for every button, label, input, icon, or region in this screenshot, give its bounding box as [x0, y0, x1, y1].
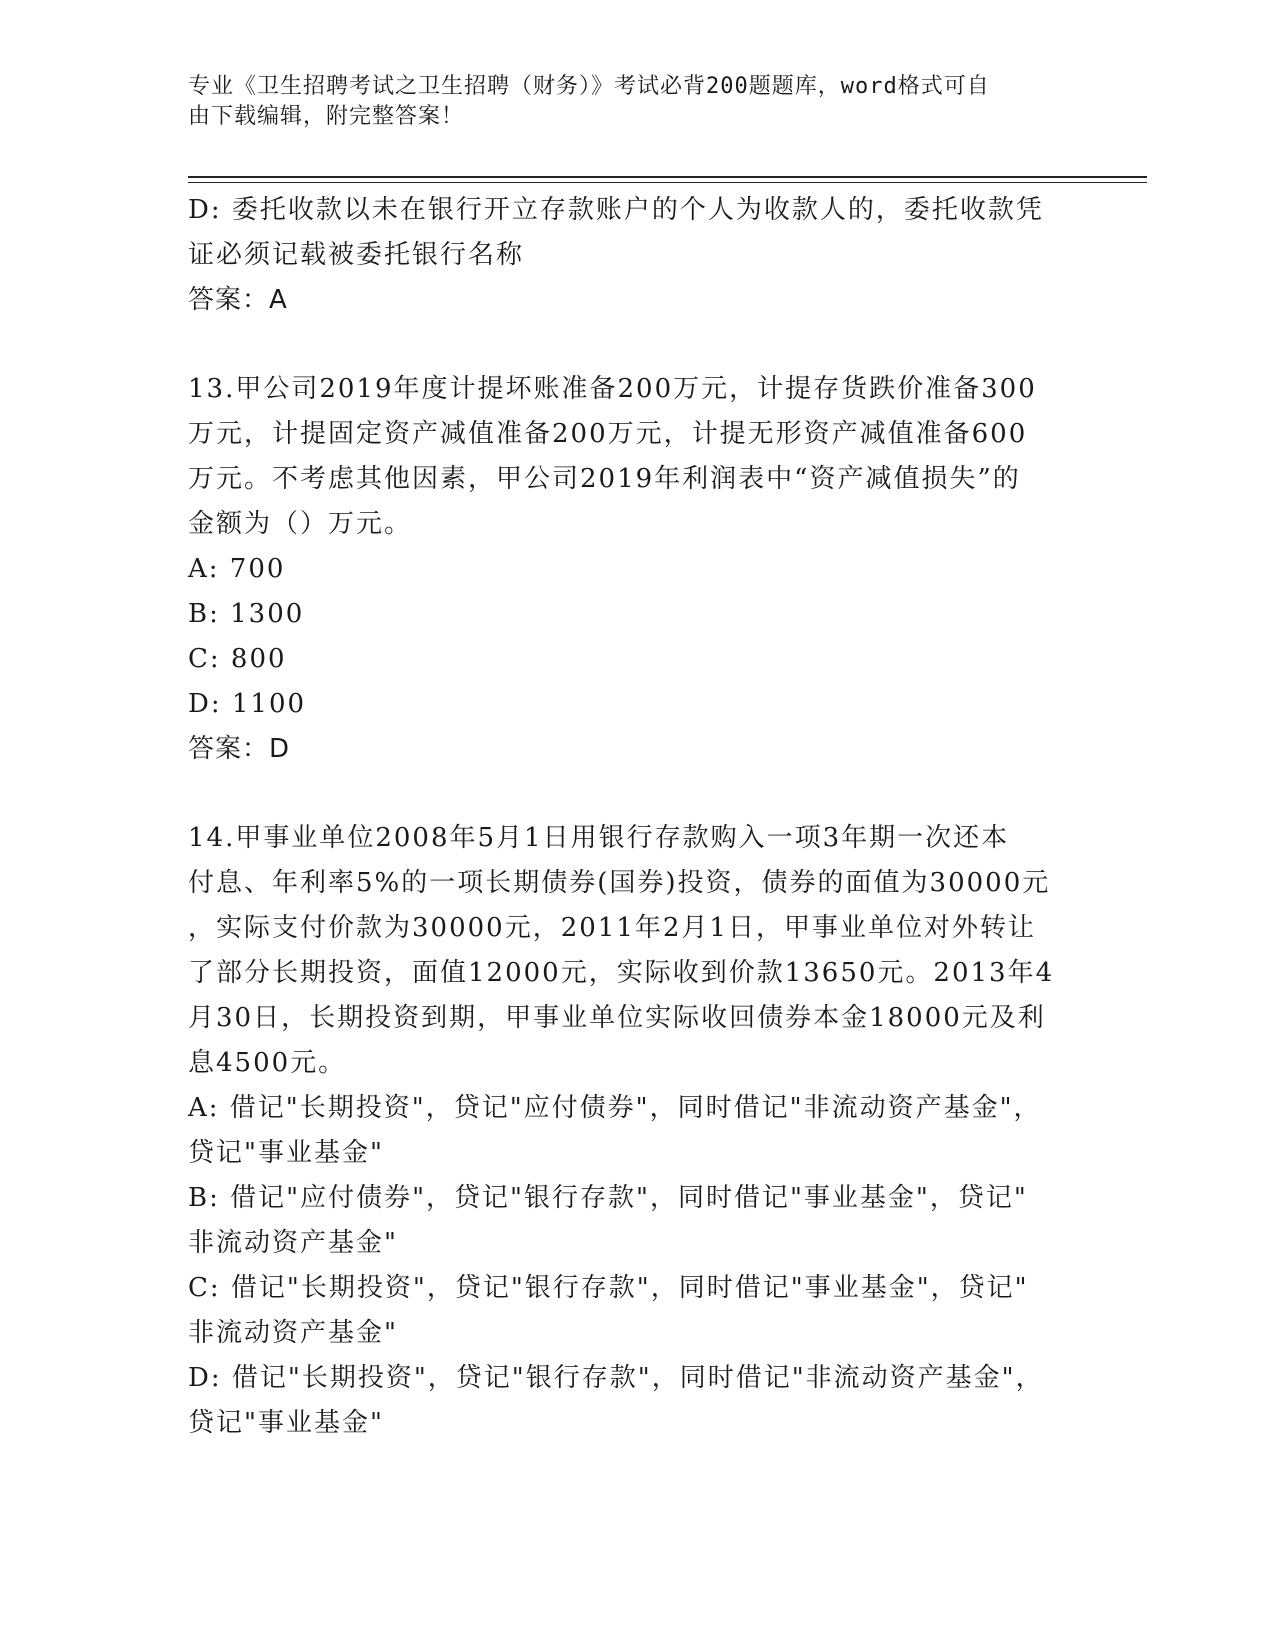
option-b-line-1: B: 借记"应付债券"，贷记"银行存款"，同时借记"事业基金"，贷记": [188, 1183, 1028, 1213]
question-text-line-3: ，实际支付价款为30000元，2011年2月1日，甲事业单位对外转让: [188, 913, 1036, 943]
option-d: D: 1100: [188, 689, 307, 719]
question-text-line-5: 月30日，长期投资到期，甲事业单位实际收回债券本金18000元及利: [188, 1003, 1046, 1033]
option-c-line-1: C: 借记"长期投资"，贷记"银行存款"，同时借记"事业基金"，贷记": [188, 1273, 1029, 1303]
document-header: [188, 72, 1068, 132]
option-b-line-2: 非流动资产基金": [188, 1228, 398, 1258]
option-d-line-2: 贷记"事业基金": [188, 1408, 384, 1438]
option-c: C: 800: [188, 644, 287, 674]
answer-label: 答案：D: [188, 734, 291, 764]
question-14: [188, 816, 1078, 1446]
option-a-line-2: 贷记"事业基金": [188, 1138, 384, 1168]
option-d-line-2: 证必须记载被委托银行名称: [188, 240, 525, 270]
option-d-line-1: D: 委托收款以未在银行开立存款账户的个人为收款人的，委托收款凭: [188, 195, 1044, 225]
option-a: A: 700: [188, 554, 286, 584]
option-c-line-2: 非流动资产基金": [188, 1318, 398, 1348]
header-divider-thin: [188, 182, 1147, 183]
spacer: [188, 772, 1078, 816]
answer-label: 答案：A: [188, 285, 288, 315]
question-text-line-3: 万元。不考虑其他因素，甲公司2019年利润表中“资产减值损失”的: [188, 464, 1021, 494]
header-line-1: 专业《卫生招聘考试之卫生招聘（财务）》考试必背200题题库，word格式可自: [188, 74, 990, 99]
question-text-line-2: 万元，计提固定资产减值准备200万元，计提无形资产减值准备600: [188, 419, 1028, 449]
header-line-2: 由下载编辑，附完整答案！: [188, 104, 465, 129]
option-d-line-1: D: 借记"长期投资"，贷记"银行存款"，同时借记"非流动资产基金"，: [188, 1363, 1044, 1393]
header-divider-thick: [188, 176, 1147, 178]
question-text-line-4: 金额为（）万元。: [188, 509, 413, 539]
option-b: B: 1300: [188, 599, 305, 629]
question-text-line-1: 13.甲公司2019年度计提坏账准备200万元，计提存货跌价准备300: [188, 374, 1037, 404]
question-text-line-6: 息4500元。: [188, 1048, 347, 1078]
question-text-line-2: 付息、年利率5%的一项长期债券(国券)投资，债券的面值为30000元: [188, 868, 1051, 898]
question-13: [188, 367, 1078, 772]
previous-question: [188, 188, 1078, 323]
option-a-line-1: A: 借记"长期投资"，贷记"应付债券"，同时借记"非流动资产基金"，: [188, 1093, 1042, 1123]
question-text-line-1: 14.甲事业单位2008年5月1日用银行存款购入一项3年期一次还本: [188, 823, 1010, 853]
spacer: [188, 323, 1078, 367]
question-text-line-4: 了部分长期投资，面值12000元，实际收到价款13650元。2013年4: [188, 958, 1055, 988]
document-body: [188, 188, 1078, 1446]
